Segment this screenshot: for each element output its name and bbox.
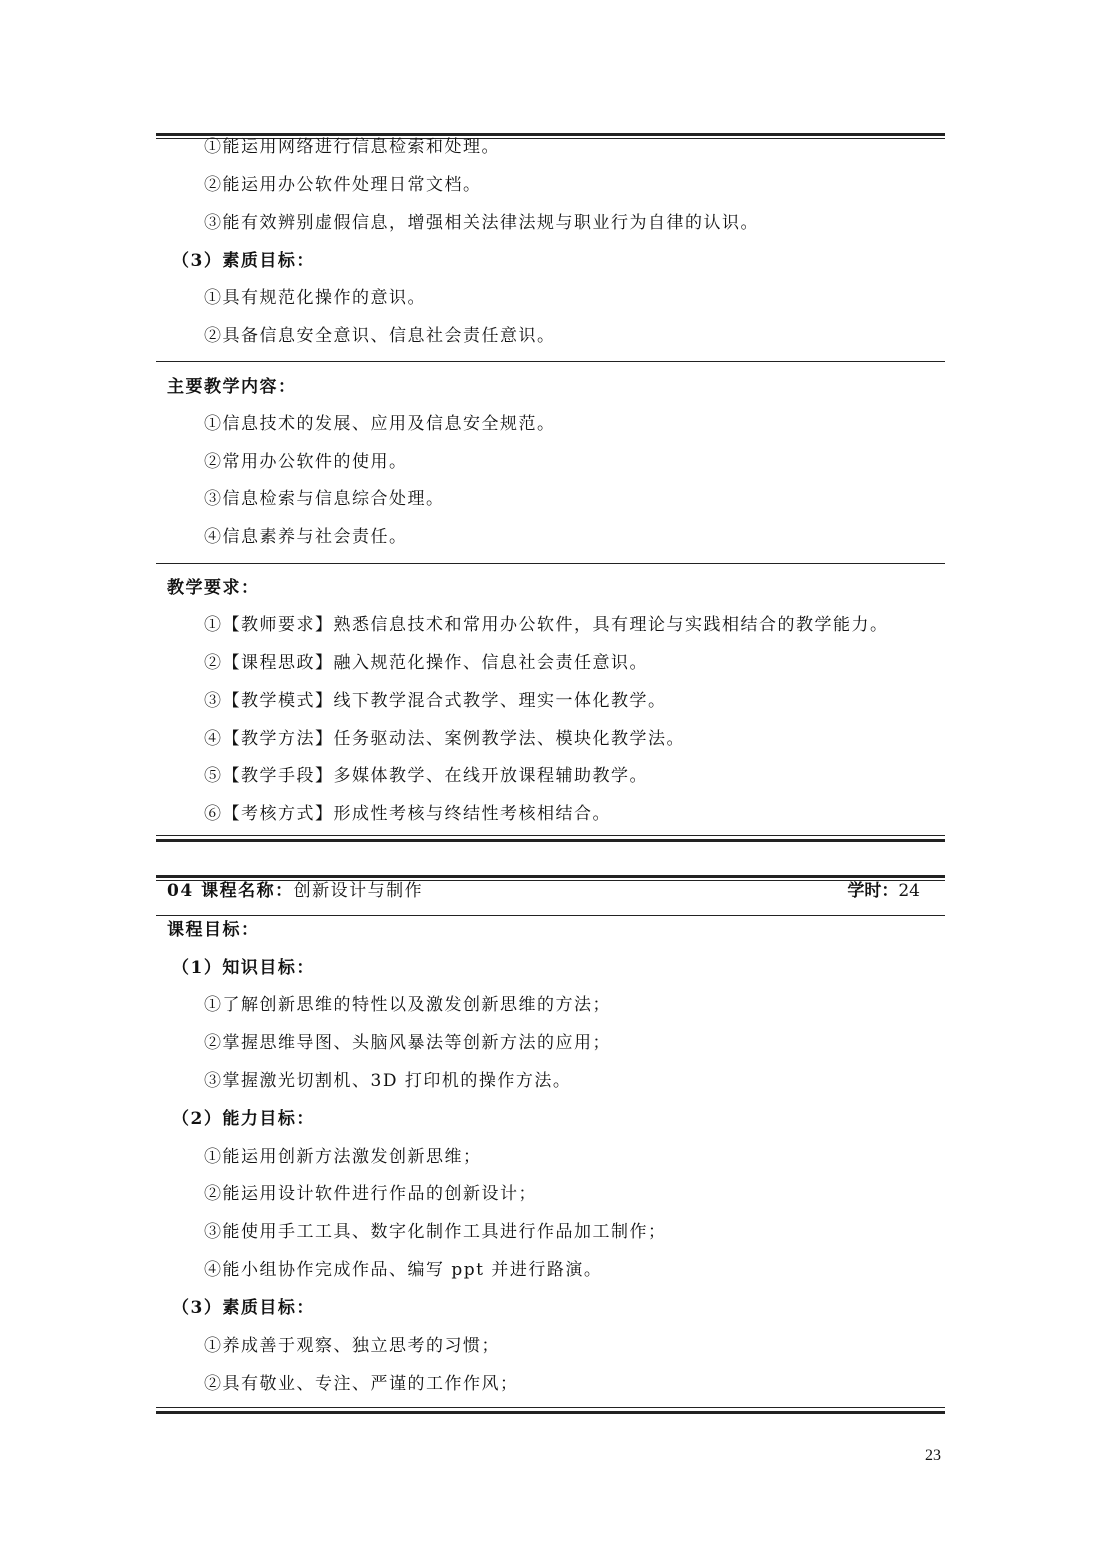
quality-item-1: ①具有规范化操作的意识。	[204, 288, 426, 308]
course-header-rule-thick	[156, 875, 945, 878]
requirement-item-4: ④【教学方法】任务驱动法、案例教学法、模块化教学法。	[204, 729, 685, 749]
ability-heading: （2）能力目标：	[172, 1109, 315, 1129]
requirement-item-3: ③【教学模式】线下教学混合式教学、理实一体化教学。	[204, 691, 667, 711]
bottom-rule-thin	[156, 1407, 945, 1408]
course-hours-value: 24	[898, 881, 920, 901]
course-name-label: 04 课程名称：	[167, 881, 294, 901]
requirement-item-1: ①【教师要求】熟悉信息技术和常用办公软件，具有理论与实践相结合的教学能力。	[204, 615, 889, 635]
quality04-item-2: ②具有敬业、专注、严谨的工作作风；	[204, 1374, 519, 1394]
page-number: 23	[925, 1447, 941, 1464]
ability-item-1: ①能运用网络进行信息检索和处理。	[204, 137, 500, 157]
content-item-3: ③信息检索与信息综合处理。	[204, 489, 445, 509]
knowledge-heading: （1）知识目标：	[172, 958, 315, 978]
quality04-heading: （3）素质目标：	[172, 1298, 315, 1318]
ability04-item-2: ②能运用设计软件进行作品的创新设计；	[204, 1184, 537, 1204]
content-item-4: ④信息素养与社会责任。	[204, 527, 408, 547]
content-heading: 主要教学内容：	[167, 377, 297, 397]
course-name-row	[167, 880, 423, 902]
content-item-1: ①信息技术的发展、应用及信息安全规范。	[204, 414, 556, 434]
ability-item-3: ③能有效辨别虚假信息，增强相关法律法规与职业行为自律的认识。	[204, 213, 759, 233]
ability04-item-3: ③能使用手工工具、数字化制作工具进行作品加工制作；	[204, 1222, 667, 1242]
requirement-item-6: ⑥【考核方式】形成性考核与终结性考核相结合。	[204, 804, 611, 824]
ability04-item-1: ①能运用创新方法激发创新思维；	[204, 1147, 482, 1167]
requirements-heading: 教学要求：	[167, 578, 260, 598]
section-divider	[156, 563, 945, 564]
content-item-2: ②常用办公软件的使用。	[204, 452, 408, 472]
knowledge-item-2: ②掌握思维导图、头脑风暴法等创新方法的应用；	[204, 1033, 611, 1053]
block-end-rule-thick	[156, 839, 945, 842]
block-end-rule-thin	[156, 835, 945, 836]
quality-item-2: ②具备信息安全意识、信息社会责任意识。	[204, 326, 556, 346]
knowledge-item-1: ①了解创新思维的特性以及激发创新思维的方法；	[204, 995, 611, 1015]
requirement-item-2: ②【课程思政】融入规范化操作、信息社会责任意识。	[204, 653, 648, 673]
requirement-item-5: ⑤【教学手段】多媒体教学、在线开放课程辅助教学。	[204, 766, 648, 786]
bottom-rule-thick	[156, 1411, 945, 1414]
knowledge-item-3: ③掌握激光切割机、3D 打印机的操作方法。	[204, 1071, 572, 1091]
section-divider	[156, 361, 945, 362]
ability04-item-4: ④能小组协作完成作品、编写 ppt 并进行路演。	[204, 1260, 603, 1280]
course-name-value: 创新设计与制作	[293, 881, 424, 901]
course-hours	[847, 880, 920, 902]
ability-item-2: ②能运用办公软件处理日常文档。	[204, 175, 482, 195]
course-hours-label: 学时：	[847, 881, 899, 901]
quality04-item-1: ①养成善于观察、独立思考的习惯；	[204, 1336, 500, 1356]
goal-heading: 课程目标：	[167, 920, 260, 940]
quality-heading: （3）素质目标：	[172, 251, 315, 271]
course-header-bottom-rule	[156, 915, 945, 916]
